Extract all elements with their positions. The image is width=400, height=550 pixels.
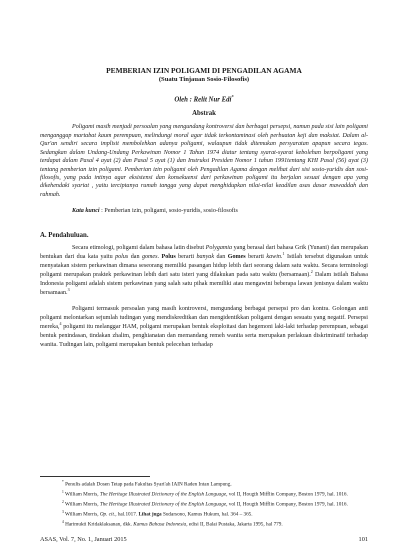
text-run: yang berasal dari bahasa Grik (Yunani) dan merupakan bentukan dari dua kata yaitu [40, 245, 369, 261]
footnote-text: William Morris, [65, 491, 100, 498]
keywords-label: Kata kunci [72, 208, 100, 215]
section-heading: A. Pendahuluan. [40, 232, 89, 240]
author-footnote-mark: * [231, 94, 234, 99]
author-name: Oleh : Relit Nur Edi [174, 96, 232, 104]
footnote-divider [40, 476, 150, 477]
text-run: Secara etimologi, poligami dalam bahasa latin disebut [72, 245, 206, 252]
article-title: PEMBERIAN IZIN POLIGAMI DI PENGADILAN AGAMA [106, 66, 302, 75]
author-line [40, 92, 368, 104]
footnote-text-italic: Kamus Bahasa Indonesia [133, 521, 187, 528]
text-run: Dalam istilah Bahasa Indonesia poligami adalah sistem perkawinan yang salah satu pihak memiliki atau mengawini beberapa lawan jenisnya dalam waktu bersamaan. [40, 271, 368, 296]
body-paragraph-2 [40, 305, 368, 349]
footnote-item [40, 509, 368, 519]
footnote-text: vol II, Hougth Mifflin Company, Boston 1979, hal. 1016. [227, 491, 348, 498]
footnote-item [40, 499, 368, 509]
footnote-text-bold: Lihat juga [138, 511, 162, 518]
keywords-text: : Pemberian izin, poligami, sosio-yuridis, sosio-filosofis [101, 208, 238, 215]
footnote-number: 3 [62, 509, 64, 514]
article-content [40, 66, 368, 358]
body-paragraph-1 [40, 244, 368, 297]
footnote-ref[interactable]: 2 [310, 268, 313, 274]
footnote-text-italic: The Heritage Illustrated Dictionary of the English Language, [99, 491, 228, 498]
abstract-paragraph: Poligami masih menjadi persoalan yang mengundang kontroversi dan berbagai persepsi, namun pada sisi lain poligami menganggap martabat kaum perempuan, melindungi moral agar tidak terkontaminasi oleh perbuatan keji dan maksiat. Dalam al-Qur'an sendiri secara implisit membolehkan adanya poligami, walaupun tidak ditemukan persyaratan apapun secara tegas. Sedangkan dalam Undang-Undang Perkawinan Nomor 1 Tahun 1974 diatur tentang syarat-syarat kebolehan berpoligami yang terdapat dalam Pasal 4 ayat (2) dan Pasal 5 ayat (1) dan Instruksi Presiden Nomor 1 tahun 1991tentang KHI Pasal (56) ayat (3) tentang pemberian izin poligami. Pemberian izin poligami oleh Pengadilan Agama dengan melihat dari sisi sosio-yuridis dan sosi-filosofis, yang pada intinya agar eksistensi dan konsekuensi dari perkawinan poligami itu berjalan sesuai dengan apa yang dikehendaki syariat , yaitu terciptanya rumah tangga yang dapat menghidupkan nilai-nilai keadilan asas dasar mawaddah dan rahmah. [40, 124, 368, 198]
footnotes [40, 479, 368, 529]
text-run: poligami itu melanggar HAM, poligami merupakan bentuk eksploitasi dan hegemoni laki-laki terhadap perempuan, sebagai bentuk penindasan, tindakan zhalim, penghianatan dan memandang remeh wanita serta merupakan perlakuan diskriminatif terhadap wanita. Tudingan lain, poligami merupakan bentuk pelecehan terhadap [40, 324, 368, 348]
page-number: 101 [358, 536, 368, 543]
text-run-italic: polus [115, 254, 129, 261]
footnote-text-italic: The Heritage Illustrated Dictionary of the English Language, [99, 501, 228, 508]
footnote-text: Sudarsono, Kamus Hukum, hal. 364 – 365. [161, 511, 253, 518]
footnote-text: William Morris, [65, 501, 100, 508]
footnote-item [40, 489, 368, 499]
footnote-ref[interactable]: 3 [67, 286, 70, 292]
footnote-item [40, 519, 368, 529]
footnote-ref[interactable]: 1 [282, 251, 285, 257]
text-run-italic: gomes [141, 254, 158, 261]
journal-citation: ASAS, Vol. 7, No. 1, Januari 2015 [40, 536, 127, 543]
text-run: dan [214, 254, 228, 261]
text-run: dan [128, 254, 142, 261]
footnote-text: Penulis adalah Dosen Tetap pada Fakultas Syari'ah IAIN Raden Intan Lampung. [65, 481, 232, 488]
text-run-italic: kawin. [266, 254, 283, 261]
abstract-body [40, 123, 368, 199]
footnote-text: William Morris, [65, 511, 100, 518]
footnote-text: Harimukti Kridaklaksanan, dkk. [65, 521, 134, 528]
text-run-bold: Gomes [227, 254, 246, 261]
text-run-italic: Polygamia [205, 245, 233, 252]
footnote-number: * [62, 480, 64, 484]
text-run-italic: banyak [196, 254, 215, 261]
text-run: Istilah tersebut digunakan untuk menyatakan sistem perkawinan dimana seseorang memiliki pasangan hidup lebih dari seorang dalam satu waktu. Secara terminologi poligami merupakan praktek perkawinan lebih dari satu isteri yang dilakukan pada satu waktu (bersamaan). [40, 254, 368, 278]
text-run: . [157, 254, 162, 261]
footnote-number: 1 [62, 489, 64, 494]
footnote-item [40, 479, 368, 489]
text-run: berarti [175, 254, 197, 261]
abstract-heading: Abstrak [192, 110, 216, 118]
footnote-number: 2 [62, 499, 64, 504]
text-run-bold: Polus [161, 254, 176, 261]
footnote-text: vol II, Hougth Mifflin Company, Boston 1979, hal. 1016. [227, 501, 348, 508]
footnote-text-italic: Op. cit. [99, 511, 116, 518]
footnote-text: , edisi II, Balai Pustaka, Jakarta 1995, hal 779. [186, 521, 283, 528]
keywords-line [40, 207, 368, 215]
text-run: berarti [245, 254, 267, 261]
body-text [40, 244, 368, 349]
article-subtitle: (Suatu Tinjauan Sosio-Filosofis) [158, 76, 250, 83]
footnote-text: , hal.1017. [115, 511, 139, 518]
footnote-ref[interactable]: 4 [59, 321, 62, 327]
footnote-number: 4 [62, 519, 64, 524]
text-run: Poligami termasuk persoalan yang masih kontroversi, mengundang berbagai persepsi pro dan kontra. Golongan anti poligami melontarkan sejumlah tudingan yang mendiskreditkan dan mengidentikkan poligami dengan sesuatu yang negatif. Persepsi mereka, [40, 306, 368, 331]
